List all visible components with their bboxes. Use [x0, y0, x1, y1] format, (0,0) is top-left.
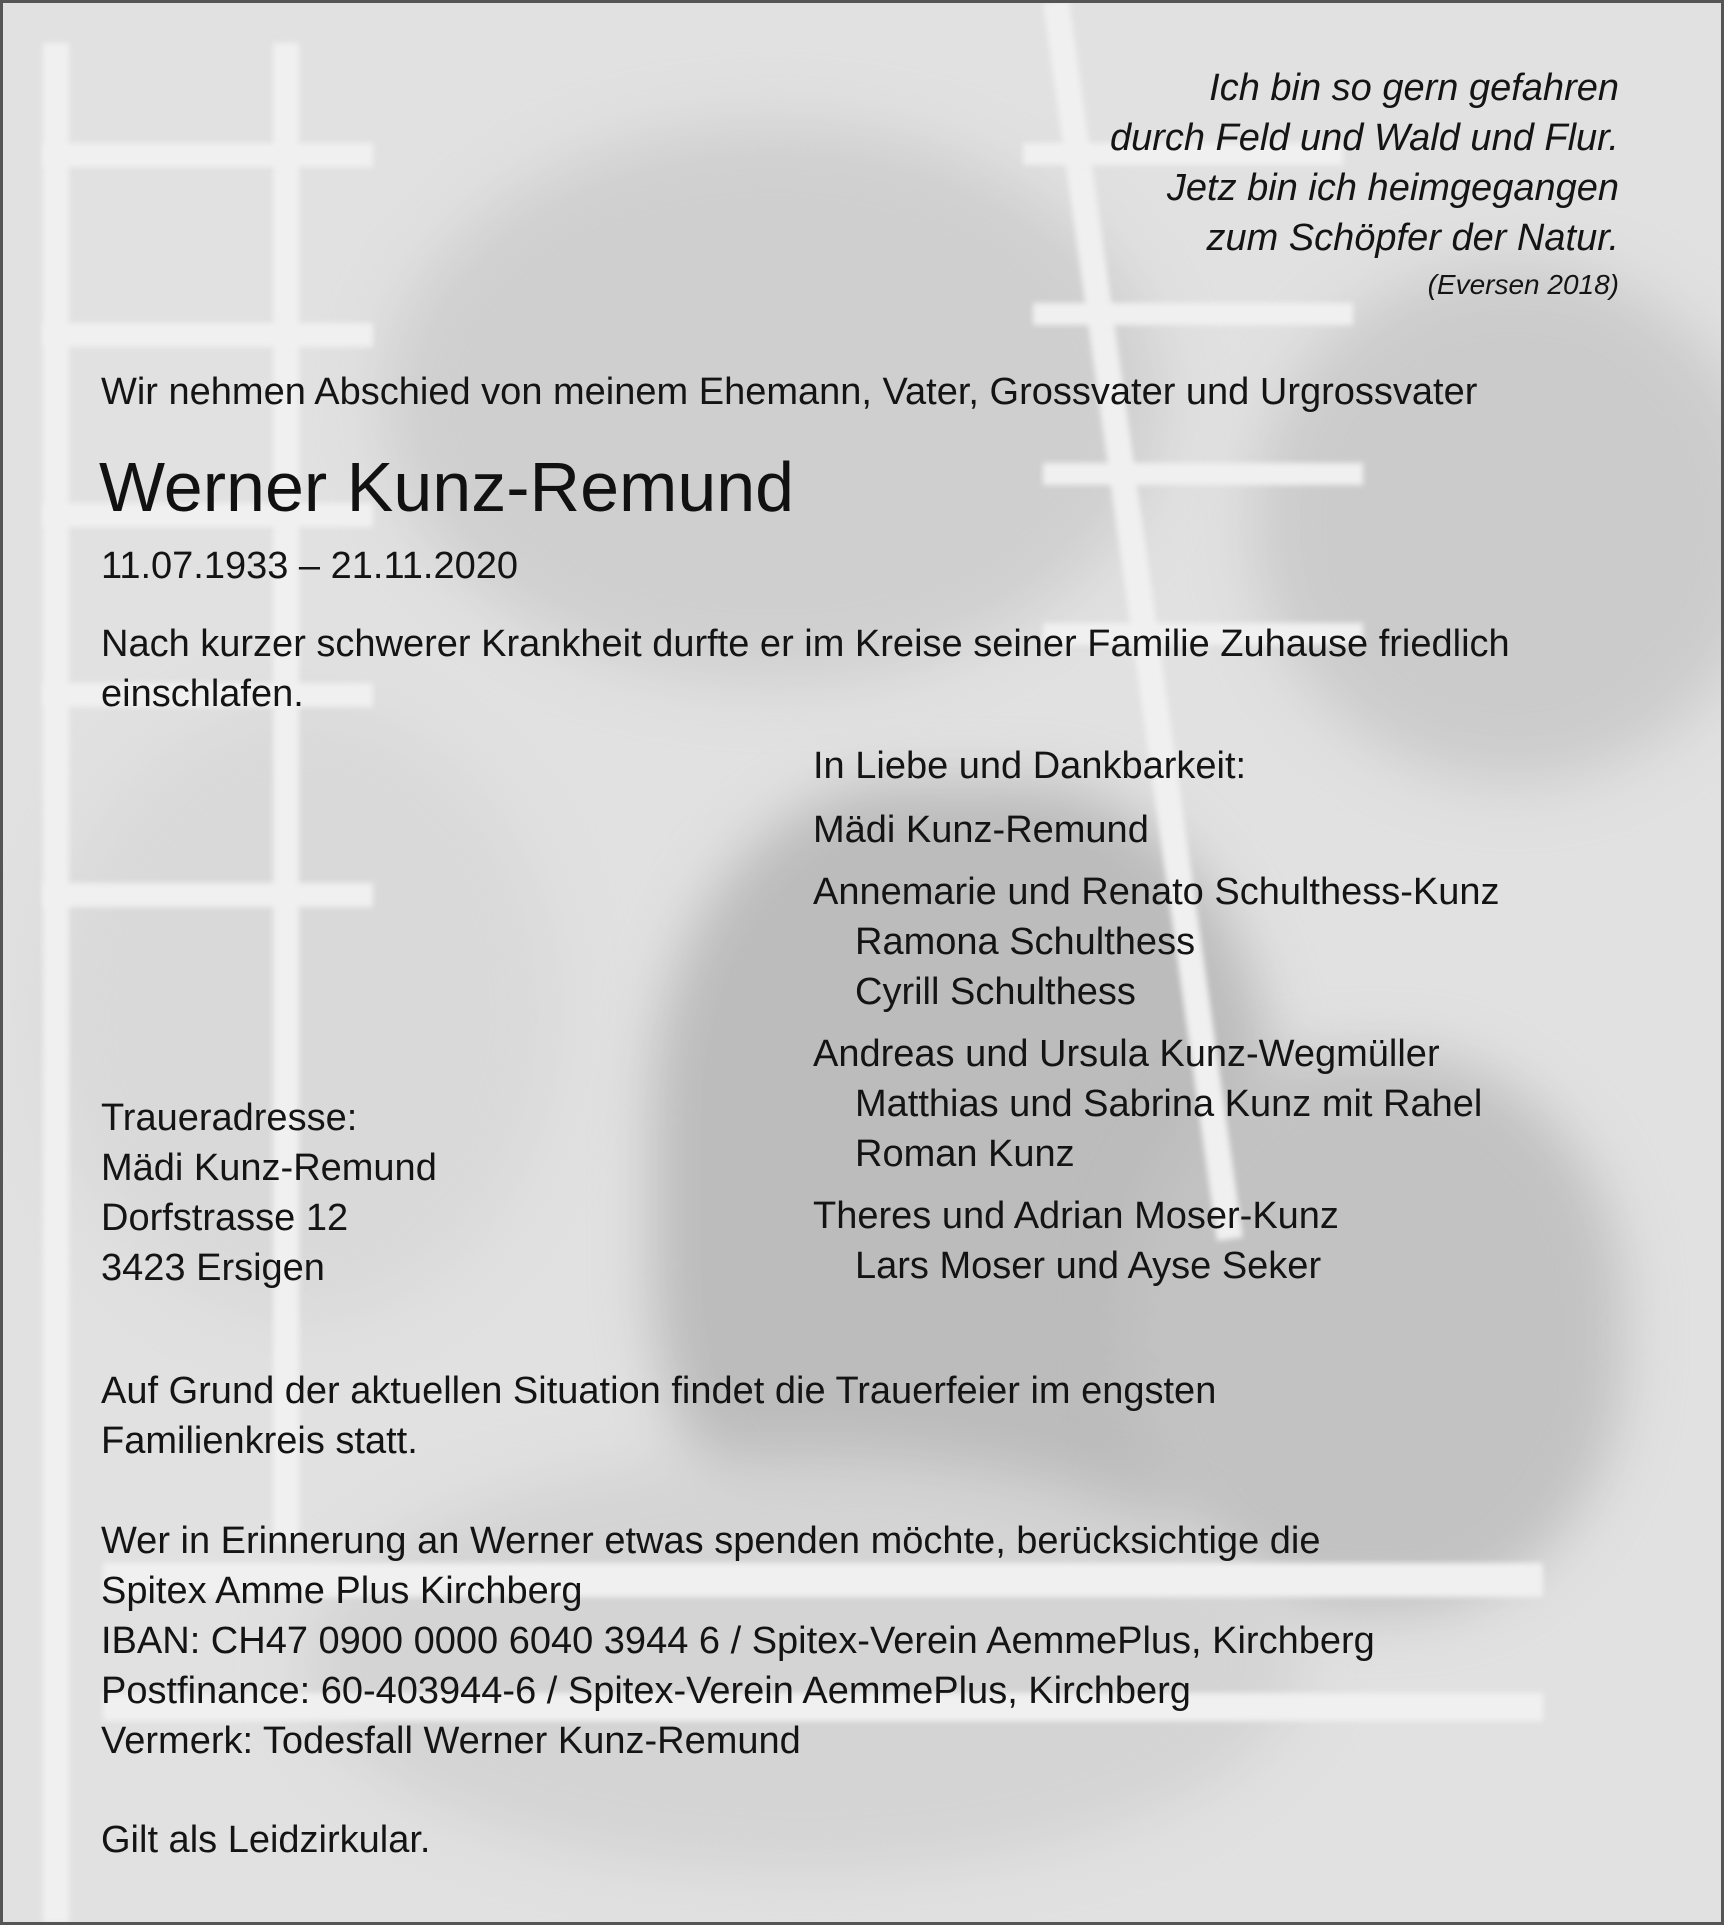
donation-line: Spitex Amme Plus Kirchberg	[101, 1570, 583, 1612]
ceremony-line: Familienkreis statt.	[101, 1420, 418, 1462]
address-label: Traueradresse:	[101, 1097, 358, 1139]
poem-source: (Eversen 2018)	[1427, 269, 1619, 300]
family-heading: In Liebe und Dankbarkeit:	[813, 745, 1247, 787]
family-member: Annemarie und Renato Schulthess-Kunz	[813, 871, 1500, 913]
family-child: Ramona Schulthess	[855, 921, 1196, 963]
address-city: 3423 Ersigen	[101, 1247, 325, 1289]
mourning-address	[101, 1093, 437, 1293]
poem-line: Ich bin so gern gefahren	[1209, 67, 1619, 109]
family-child: Roman Kunz	[855, 1133, 1075, 1175]
family-list	[813, 741, 1500, 1303]
family-group	[813, 805, 1500, 855]
closing-note: Gilt als Leidzirkular.	[101, 1819, 431, 1861]
donation-info	[101, 1516, 1375, 1766]
poem-line: durch Feld und Wald und Flur.	[1109, 117, 1619, 159]
life-dates: 11.07.1933 – 21.11.2020	[101, 545, 518, 587]
ceremony-note	[101, 1366, 1216, 1466]
address-name: Mädi Kunz-Remund	[101, 1147, 437, 1189]
donation-line: Wer in Erinnerung an Werner etwas spenden möchte, berücksichtige die	[101, 1520, 1321, 1562]
family-group	[813, 1029, 1500, 1179]
farewell-message: Nach kurzer schwerer Krankheit durfte er im Kreise seiner Familie Zuhause friedlich einschlafen.	[101, 623, 1510, 715]
address-street: Dorfstrasse 12	[101, 1197, 349, 1239]
poem-line: Jetz bin ich heimgegangen	[1166, 167, 1619, 209]
donation-reference: Vermerk: Todesfall Werner Kunz-Remund	[101, 1720, 801, 1762]
family-member: Mädi Kunz-Remund	[813, 809, 1149, 851]
family-member: Theres und Adrian Moser-Kunz	[813, 1195, 1339, 1237]
poem-line: zum Schöpfer der Natur.	[1206, 217, 1619, 259]
donation-iban: IBAN: CH47 0900 0000 6040 3944 6 / Spitex-Verein AemmePlus, Kirchberg	[101, 1620, 1375, 1662]
deceased-name: Werner Kunz-Remund	[99, 448, 795, 526]
poem	[1110, 63, 1619, 307]
intro-text: Wir nehmen Abschied von meinem Ehemann, Vater, Grossvater und Urgrossvater	[101, 371, 1478, 413]
family-child: Matthias und Sabrina Kunz mit Rahel	[855, 1083, 1483, 1125]
family-child: Lars Moser und Ayse Seker	[855, 1245, 1322, 1287]
family-member: Andreas und Ursula Kunz-Wegmüller	[813, 1033, 1440, 1075]
family-child: Cyrill Schulthess	[855, 971, 1136, 1013]
family-group	[813, 867, 1500, 1017]
donation-postfinance: Postfinance: 60-403944-6 / Spitex-Verein AemmePlus, Kirchberg	[101, 1670, 1191, 1712]
ceremony-line: Auf Grund der aktuellen Situation findet die Trauerfeier im engsten	[101, 1370, 1217, 1412]
family-group	[813, 1191, 1500, 1291]
